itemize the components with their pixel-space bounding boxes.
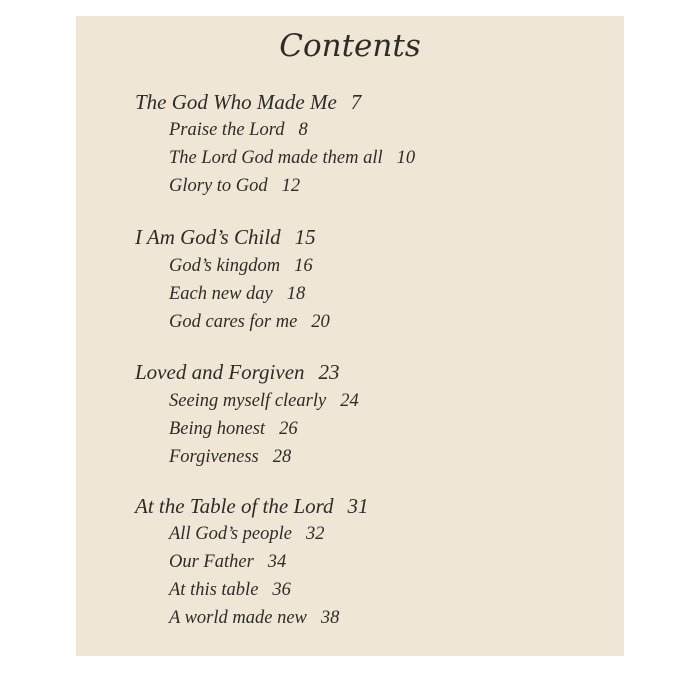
toc-entry <box>169 312 330 333</box>
toc-section-heading <box>135 225 316 250</box>
section-page-number: 31 <box>347 494 369 518</box>
section-title: The God Who Made Me <box>135 90 337 114</box>
toc-entry <box>169 524 324 545</box>
entry-page-number: 8 <box>298 120 308 140</box>
entry-page-number: 26 <box>279 419 298 439</box>
entry-page-number: 28 <box>272 447 292 467</box>
toc-entry <box>169 391 359 412</box>
entry-title: Seeing myself clearly <box>169 391 327 411</box>
toc-section-heading <box>135 494 369 519</box>
table-of-contents <box>76 16 624 656</box>
entry-title: Praise the Lord <box>169 120 285 140</box>
page-title: Contents <box>279 28 421 64</box>
entry-title: Our Father <box>169 552 254 572</box>
entry-page-number: 38 <box>320 608 340 628</box>
toc-entry <box>169 552 286 573</box>
toc-entry <box>169 284 305 305</box>
toc-entry <box>169 447 291 468</box>
entry-title: All God’s people <box>169 524 292 544</box>
section-title: I Am God’s Child <box>135 225 281 249</box>
toc-entry <box>169 608 339 629</box>
toc-entry <box>169 176 300 197</box>
entry-page-number: 32 <box>305 524 325 544</box>
toc-entry <box>169 120 308 141</box>
contents-page <box>76 16 624 656</box>
entry-title: Being honest <box>169 419 266 439</box>
section-title: At the Table of the Lord <box>135 494 334 518</box>
entry-page-number: 18 <box>286 284 306 304</box>
entry-page-number: 24 <box>340 391 359 411</box>
entry-title: God cares for me <box>169 312 298 332</box>
entry-title: The Lord God made them all <box>169 148 383 168</box>
section-page-number: 15 <box>294 225 316 249</box>
section-page-number: 7 <box>350 90 362 114</box>
entry-page-number: 34 <box>267 552 287 572</box>
section-title: Loved and Forgiven <box>135 360 305 384</box>
toc-section-heading <box>135 90 361 115</box>
entry-page-number: 36 <box>272 580 291 600</box>
toc-entry <box>169 148 415 169</box>
entry-title: Each new day <box>169 284 273 304</box>
entry-title: At this table <box>169 580 259 600</box>
toc-entry <box>169 580 291 601</box>
entry-page-number: 16 <box>294 256 313 276</box>
toc-section-heading <box>135 360 340 385</box>
entry-page-number: 20 <box>311 312 330 332</box>
entry-page-number: 12 <box>281 176 301 196</box>
section-page-number: 23 <box>318 360 340 384</box>
entry-title: Glory to God <box>169 176 268 196</box>
toc-entry <box>169 419 298 440</box>
toc-entry <box>169 256 313 277</box>
entry-title: A world made new <box>169 608 307 628</box>
entry-title: Forgiveness <box>169 447 259 467</box>
entry-title: God’s kingdom <box>169 256 281 276</box>
entry-page-number: 10 <box>396 148 416 168</box>
